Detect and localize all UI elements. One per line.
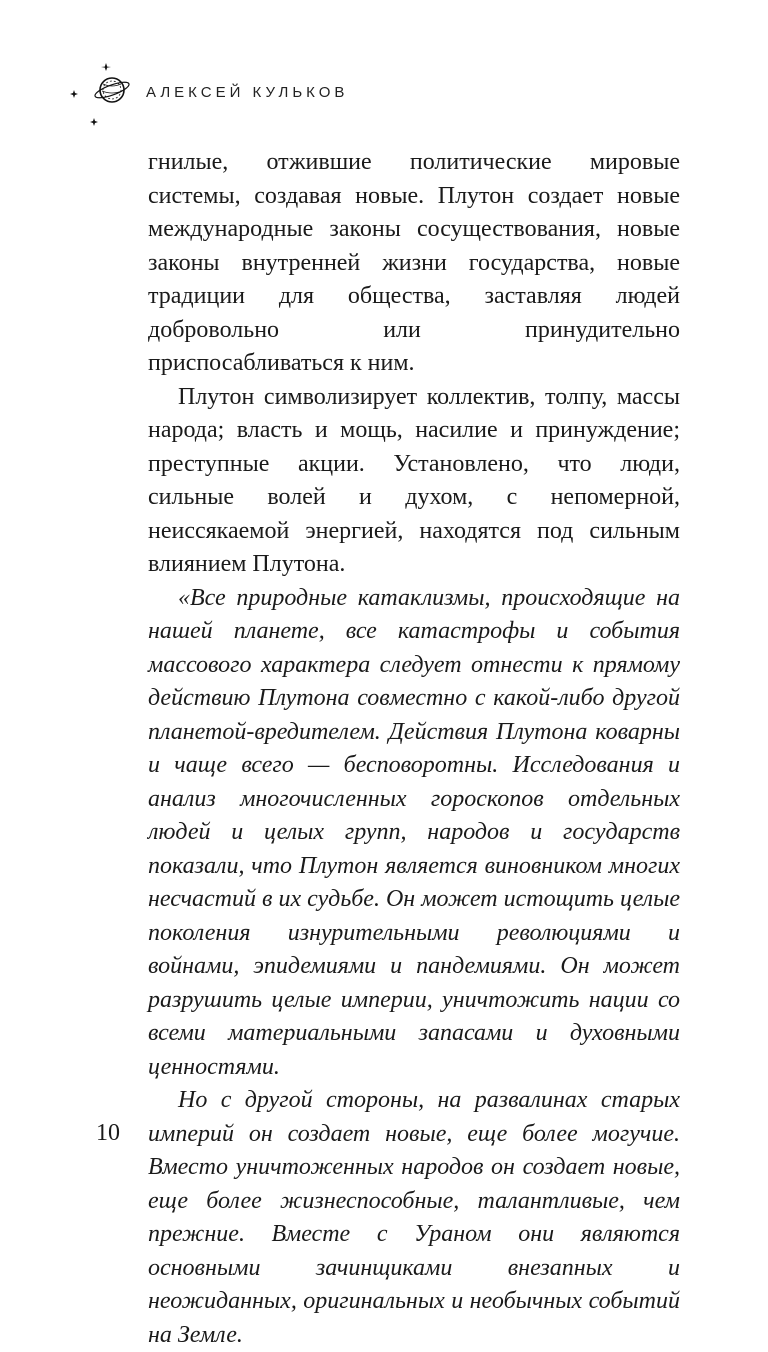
paragraph: Плутон символизирует коллектив, толпу, массы народа; власть и мощь, насилие и принуждение; преступные акции. Установлено, что люди, сильные волей и духом, с непомерной, неиссякаемой энергией, находятся под сильным влиянием Плутона. (148, 383, 680, 577)
quote-paragraph: «Все природные катаклизмы, происходящие на нашей планете, все катастрофы и события массового характера следует отнести к прямому действию Плутона совместно с какой-либо другой планетой-вредителем. Действия Плутона коварны и чаще всего — бесповоротны. Исследования и анализ многочисленных гороскопов отдельных людей и целых групп, народов и государств показали, что Плутон является виновником многих несчастий в их судьбе. Он может истощить целые поколения изнурительными революциями и войнами, эпидемиями и пандемиями. Он может разрушить целые империи, уничтожить нации со всеми материальными запасами и духовными ценностями. (148, 584, 680, 1080)
page-number: 10 (96, 1120, 120, 1146)
author-name: АЛЕКСЕЙ КУЛЬКОВ (146, 84, 349, 101)
paragraph: гнилые, отжившие политические мировые системы, создавая новые. Плутон создает новые международные законы сосуществования, новые законы внутренней жизни государства, новые традиции для общества, заставляя людей добровольно или принудительно приспосабливаться к ним. (148, 149, 680, 376)
body-text (148, 146, 680, 1352)
quote-paragraph: Но с другой стороны, на развалинах старых империй он создает новые, еще более могучие. Вместо уничтоженных народов он создает новые, еще более жизнеспособные, талантливые, чем прежние. Вместе с Ураном они являются основными зачинщиками внезапных и неожиданных, оригинальных и необычных событий на Земле. (148, 1087, 680, 1348)
running-header (64, 58, 704, 128)
planet-stars-icon (64, 58, 136, 128)
